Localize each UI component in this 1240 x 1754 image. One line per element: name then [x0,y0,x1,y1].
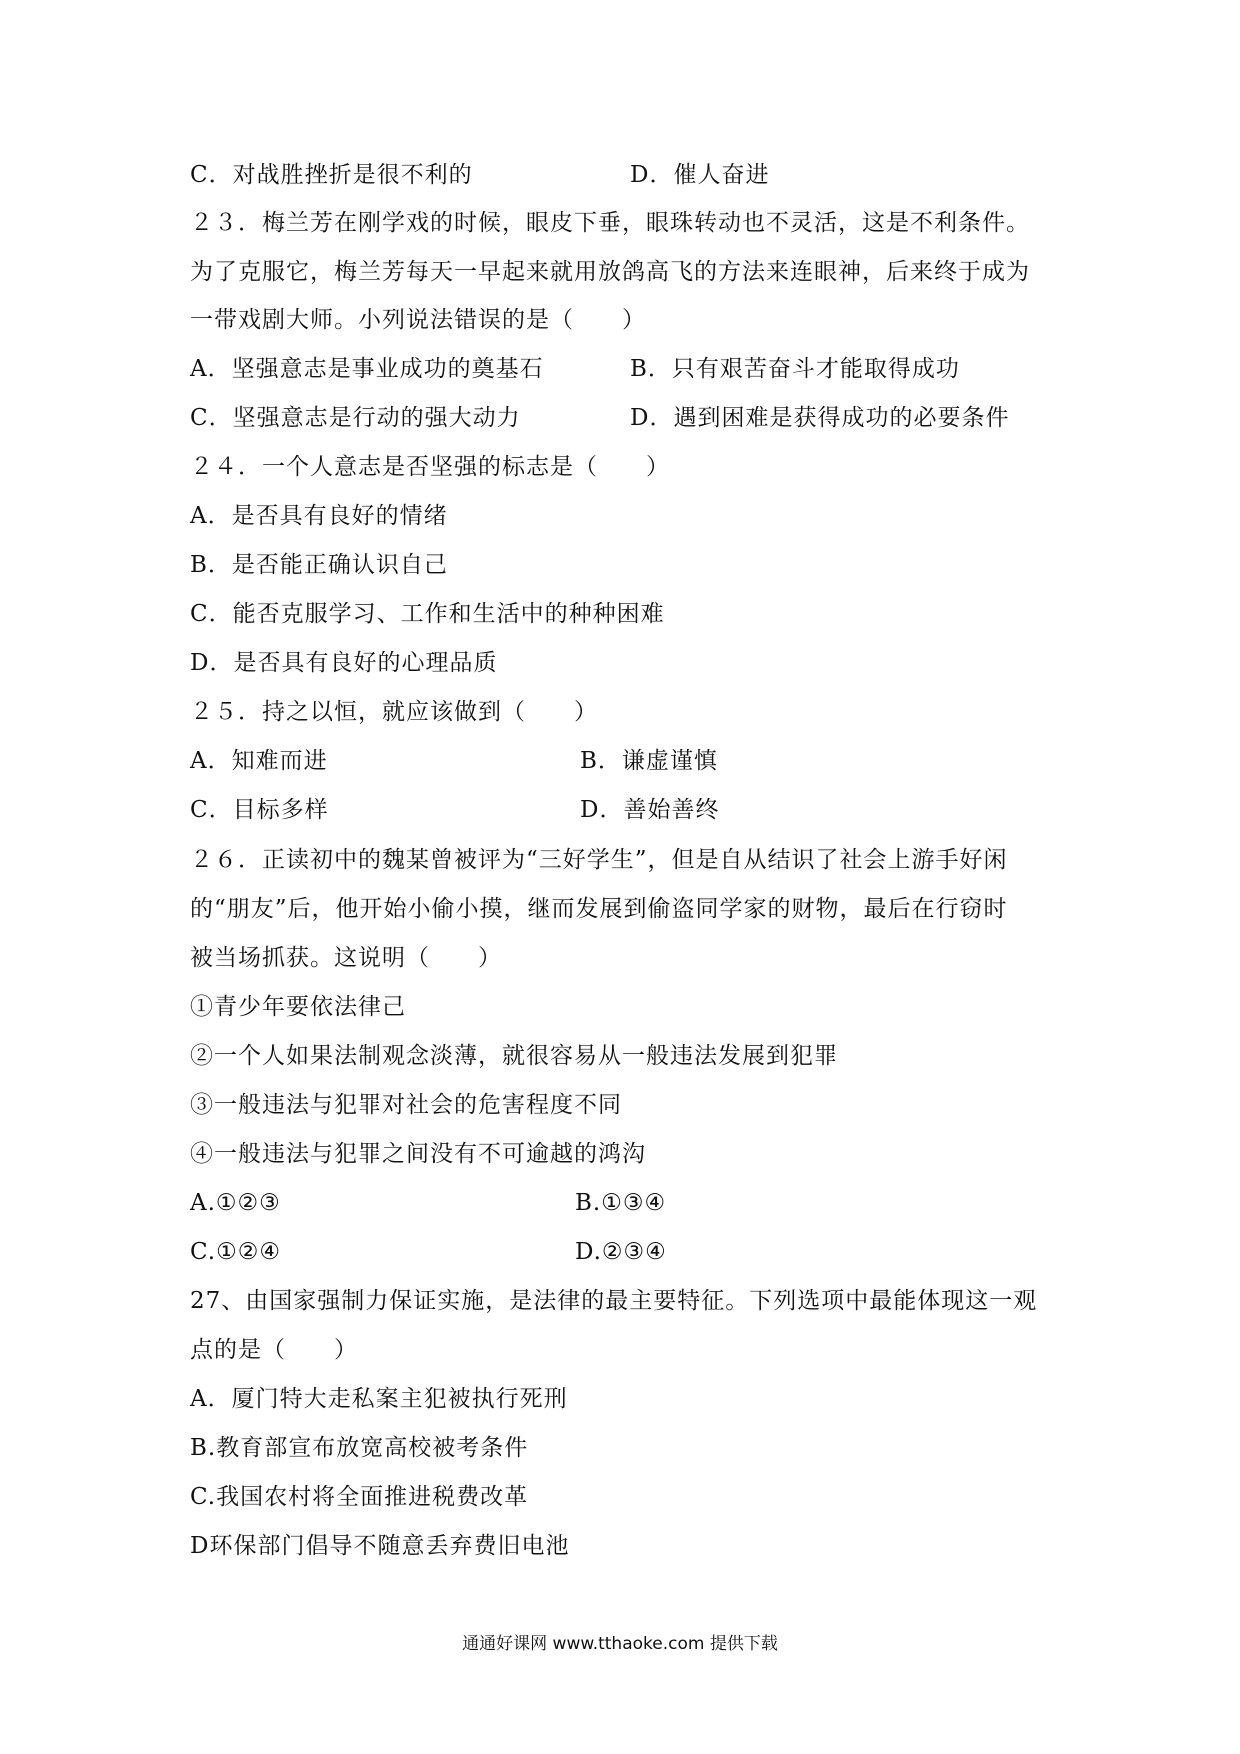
option-c-q23: C．坚强意志是行动的强大动力 [190,405,521,431]
question-26-text-cont: 的“朋友”后，他开始小偷小摸，继而发展到偷盗同学家的财物，最后在行窃时 [190,896,1008,922]
option-a-q24: A．是否具有良好的情绪 [190,503,448,529]
option-c-q25: C．目标多样 [190,797,329,823]
option-d-q24: D．是否具有良好的心理品质 [190,650,498,676]
option-d-q23: D．遇到困难是获得成功的必要条件 [630,405,1010,431]
option-b-q23: B．只有艰苦奋斗才能取得成功 [630,356,960,382]
option-c-q22: C．对战胜挫折是很不利的 [190,162,473,188]
page-footer: 通通好课网 www.tthaoke.com 提供下载 [462,1634,778,1654]
question-24-text: ２４．一个人意志是否坚强的标志是（ ） [190,454,670,480]
option-d-q27: D环保部门倡导不随意丢弃费旧电池 [190,1533,570,1559]
question-23-text-end: 一带戏剧大师。小列说法错误的是（ ） [190,307,646,333]
question-27-text-end: 点的是（ ） [190,1337,358,1363]
option-a-q25: A．知难而进 [190,748,328,774]
option-b-q24: B．是否能正确认识自己 [190,552,448,578]
question-23-text: ２３．梅兰芳在刚学戏的时候，眼皮下垂，眼珠转动也不灵活，这是不利条件。 [190,210,1030,236]
option-a-q23: A．坚强意志是事业成功的奠基石 [190,356,544,382]
question-25-text: ２５．持之以恒，就应该做到（ ） [190,699,598,725]
option-d-q22: D．催人奋进 [630,162,770,188]
question-23-text-cont: 为了克服它，梅兰芳每天一早起来就用放鸽高飞的方法来连眼神，后来终于成为 [190,259,1030,285]
option-d-q26: D.②③④ [575,1239,667,1265]
statement-2: ②一个人如果法制观念淡薄，就很容易从一般违法发展到犯罪 [190,1043,838,1069]
option-b-q27: B.教育部宣布放宽高校被考条件 [190,1435,529,1461]
question-26-text: ２６．正读初中的魏某曾被评为“三好学生”，但是自从结识了社会上游手好闲 [190,847,1008,873]
option-c-q24: C．能否克服学习、工作和生活中的种种困难 [190,601,665,627]
option-a-q26: A.①②③ [190,1190,281,1216]
option-d-q25: D．善始善终 [580,797,720,823]
statement-3: ③一般违法与犯罪对社会的危害程度不同 [190,1092,622,1118]
option-a-q27: A．厦门特大走私案主犯被执行死刑 [190,1386,568,1412]
option-c-q26: C.①②④ [190,1239,281,1265]
option-b-q25: B．谦虚谨慎 [580,748,718,774]
statement-4: ④一般违法与犯罪之间没有不可逾越的鸿沟 [190,1141,646,1167]
question-27-text: 27、由国家强制力保证实施，是法律的最主要特征。下列选项中最能体现这一观 [190,1288,1038,1314]
option-c-q27: C.我国农村将全面推进税费改革 [190,1484,529,1510]
option-b-q26: B.①③④ [575,1190,667,1216]
statement-1: ①青少年要依法律己 [190,994,406,1020]
question-26-text-end: 被当场抓获。这说明（ ） [190,945,502,971]
